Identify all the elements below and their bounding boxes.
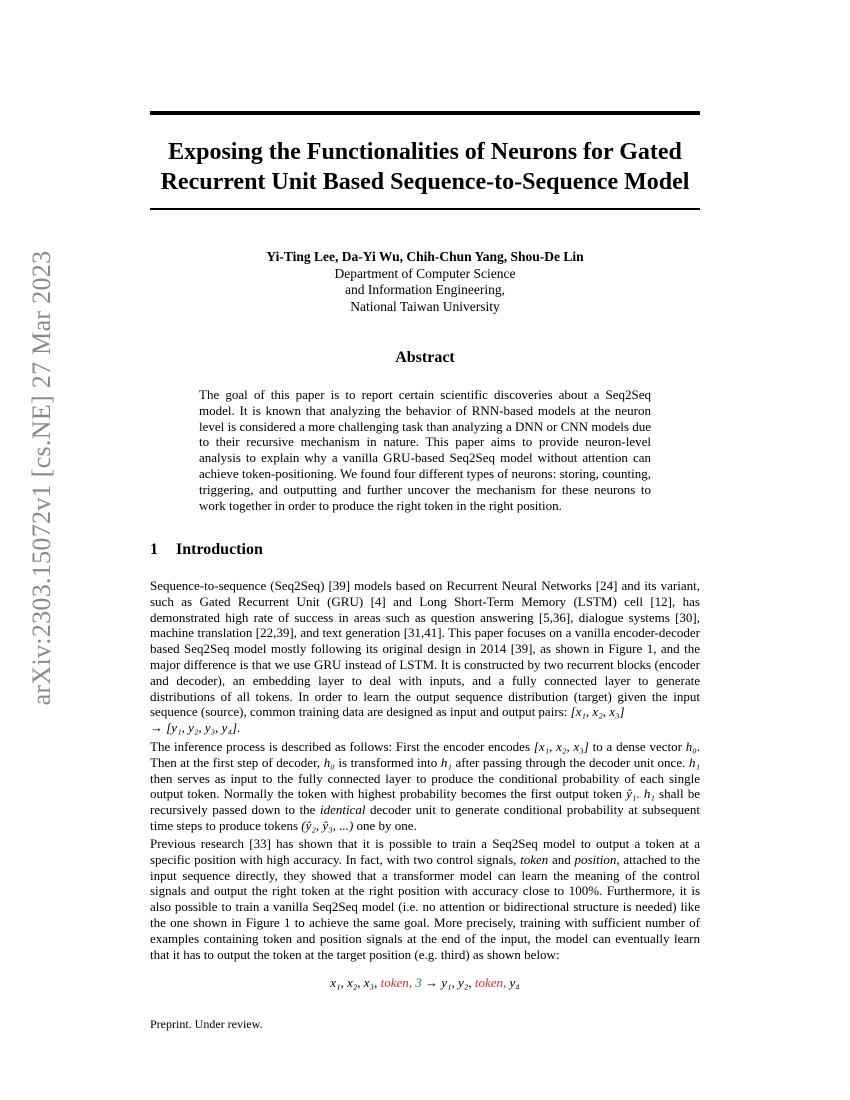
math-inline: (ŷ₂, ŷ₃, ...) xyxy=(301,817,354,833)
arxiv-identifier xyxy=(22,250,62,706)
display-equation xyxy=(150,975,700,991)
paragraph-text: to a dense vector xyxy=(588,739,686,754)
paragraph-text: shall be recursively passed down to the xyxy=(150,786,701,818)
paragraph-text: decoder unit to generate conditional probability at subsequent time steps to produce tokens xyxy=(150,802,700,833)
emphasis-text: token xyxy=(520,851,549,867)
math-inline: [y₁, y₂, y₃, y₄] xyxy=(166,720,238,736)
paper-title-line-1: Exposing the Functionalities of Neurons for Gated xyxy=(168,139,682,165)
emphasis-text: position xyxy=(574,851,617,867)
equation-inputs: x₁, x₂, x₃, xyxy=(330,975,378,990)
math-inline: h₀ xyxy=(323,754,335,770)
section-heading xyxy=(150,541,263,559)
equation-arrow: → xyxy=(424,975,438,990)
equation-token-signal: token, xyxy=(380,975,412,990)
author-block xyxy=(150,249,700,315)
paragraph-text: . xyxy=(237,720,241,736)
paragraph-text: Previous research [33] has shown that it is possible to train a Seq2Seq model to output a token at a specific position with high accuracy. In fact, with two control signals, xyxy=(150,836,700,867)
paragraph-text: then serves as input to the fully connected layer to produce the conditional probability of each single output token. Normally the token with highest probability becomes the first output token xyxy=(150,770,700,802)
math-inline: h₁ xyxy=(688,754,700,770)
equation-position-signal: 3 xyxy=(415,975,422,990)
abstract-body: The goal of this paper is to report certain scientific discoveries about a Seq2Seq model. It is known that analyzing the behavior of RNN-based models at the neuron level is considered a more challenging task than analyzing a DNN or CNN models due to their recursive mechanism in nature. This paper aims to provide neuron-level analysis to explain why a vanilla GRU-based Seq2Seq model without attention can achieve token-positioning. We found four different types of neurons: storing, counting, triggering, and outputting and further uncover the mechanism for these neurons to work together in order to produce the right token in the right position. xyxy=(199,387,651,513)
equation-outputs: y₁, y₂, xyxy=(441,975,472,990)
paragraph-text: and xyxy=(548,851,575,867)
math-inline: h₁ xyxy=(440,754,452,770)
affiliation-line-1: Department of Computer Science xyxy=(334,265,516,281)
arxiv-identifier-text: arXiv:2303.15072v1 [cs.NE] 27 Mar 2023 xyxy=(27,250,56,706)
section-number: 1 xyxy=(150,541,158,558)
paragraph-text: . xyxy=(636,786,644,802)
page-footer: Preprint. Under review. xyxy=(150,1017,263,1031)
title-bottom-rule xyxy=(150,208,700,210)
section-title: Introduction xyxy=(176,541,263,558)
paragraph-text: , attached to the input sequence directly, they showed that a transformer model can learn the meaning of the control signals and output the right token at the right position with accuracy close to 100%. Furthermore, it is also possible to train a vanilla Seq2Seq model (i.e. no attention or bidirectional structure is needed) like the one shown in Figure 1 to achieve the same goal. More precisely, training with sufficient number of examples containing token and position signals at the end of the input, the model can eventually learn that it has to output the token at the target position (e.g. third) as shown below: xyxy=(150,851,700,962)
affiliation-line-2: and Information Engineering, xyxy=(344,282,506,297)
intro-paragraph-3 xyxy=(150,836,700,962)
paragraph-text: . Then at the first step of decoder, xyxy=(150,739,701,770)
math-inline: h₁ xyxy=(643,786,655,802)
math-inline: h₀ xyxy=(685,739,697,754)
arrow-symbol: → xyxy=(150,720,167,736)
paragraph-text: Sequence-to-sequence (Seq2Seq) [39] models based on Recurrent Neural Networks [24] and its variant, such as Gated Recurrent Unit (GRU) [4] and Long Short-Term Memory (LSTM) cell [12], has demonstrated high rate of success in areas such as question answering [5,36], dialogue systems [30], machine translation [22,39], and text generation [31,41]. This paper focuses on a vanilla encoder-decoder based Seq2Seq model mostly following its original design in 2014 [39], as shown in Figure 1, and the major difference is that we use GRU instead of LSTM. It is constructed by two recurrent blocks (encoder and decoder), an embedding layer to deal with inputs, and a fully connected layer to generate distributions of all tokens. In order to learn the output sequence distribution (target) given the input sequence (source), common training data are designed as input and output pairs: xyxy=(150,578,700,720)
paper-title xyxy=(150,137,700,197)
math-inline: ŷ₁ xyxy=(626,786,637,802)
affiliation-line-3: National Taiwan University xyxy=(350,298,500,314)
math-inline: [x₁, x₂, x₃] xyxy=(570,704,625,720)
title-top-rule xyxy=(150,111,700,115)
paragraph-text: is transformed into xyxy=(334,754,441,770)
paper-title-line-2: Recurrent Unit Based Sequence-to-Sequence Model xyxy=(160,169,690,195)
intro-paragraph-2 xyxy=(150,739,700,834)
math-inline: [x₁, x₂, x₃] xyxy=(533,739,589,754)
intro-paragraph-1 xyxy=(150,578,700,736)
equation-token-output: token, xyxy=(474,975,507,990)
abstract-heading: Abstract xyxy=(395,349,455,366)
equation-last-output: y₄ xyxy=(509,975,520,990)
emphasis-text: identical xyxy=(320,802,366,818)
paragraph-text: The inference process is described as follows: First the encoder encodes xyxy=(150,739,534,754)
author-names: Yi-Ting Lee, Da-Yi Wu, Chih-Chun Yang, Shou-De Lin xyxy=(266,249,584,264)
paragraph-text: one by one. xyxy=(353,817,417,833)
paragraph-text: after passing through the decoder unit once. xyxy=(451,754,689,770)
